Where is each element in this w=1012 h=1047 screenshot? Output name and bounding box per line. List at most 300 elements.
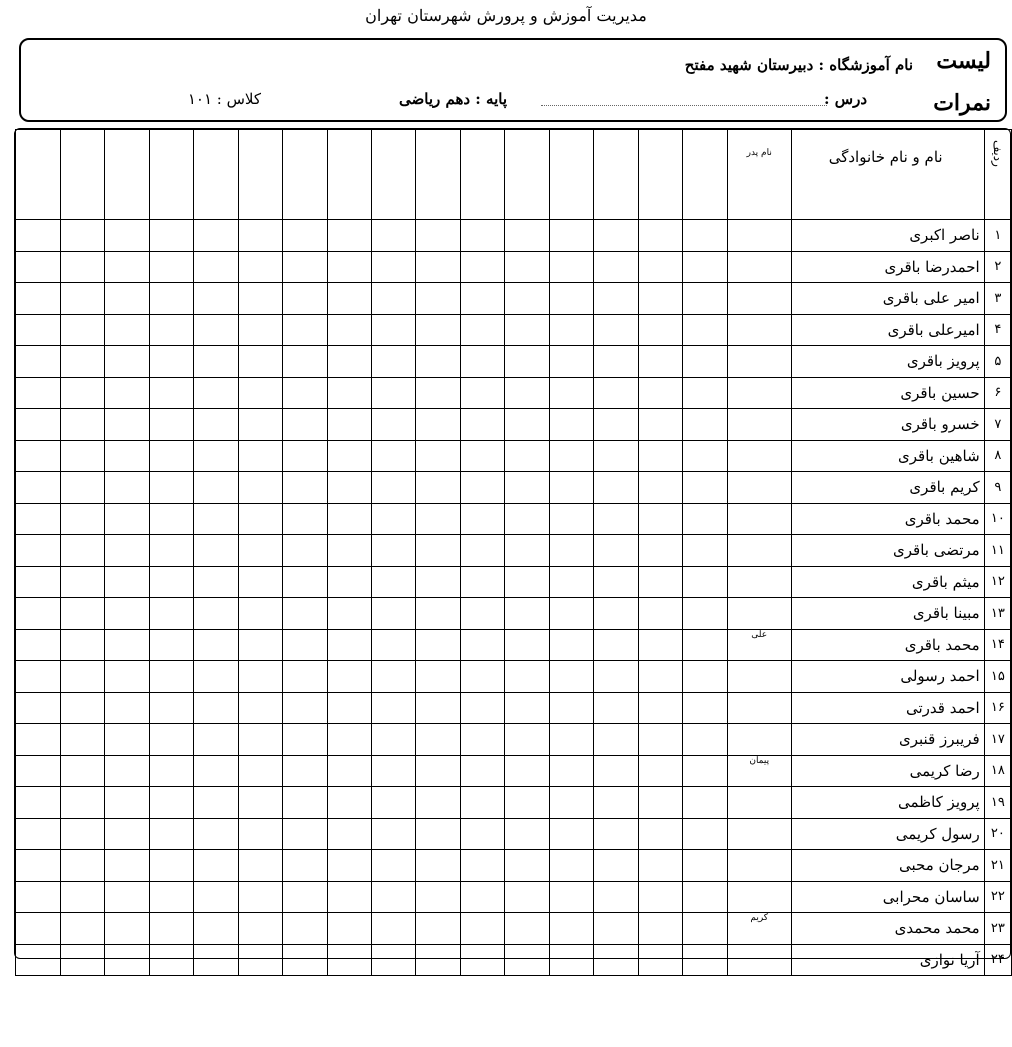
grade-cell[interactable]	[549, 850, 593, 882]
grade-cell[interactable]	[105, 566, 149, 598]
grade-cell[interactable]	[327, 787, 371, 819]
grade-cell[interactable]	[238, 755, 282, 787]
lesson-field[interactable]	[541, 105, 827, 106]
grade-cell[interactable]	[327, 251, 371, 283]
grade-cell[interactable]	[372, 314, 416, 346]
grade-cell[interactable]	[549, 881, 593, 913]
grade-cell[interactable]	[505, 346, 549, 378]
grade-cell[interactable]	[416, 755, 460, 787]
grade-cell[interactable]	[683, 314, 727, 346]
grade-cell[interactable]	[416, 251, 460, 283]
grade-cell[interactable]	[505, 944, 549, 976]
grade-cell[interactable]	[327, 724, 371, 756]
grade-cell[interactable]	[683, 377, 727, 409]
grade-cell[interactable]	[60, 850, 104, 882]
grade-cell[interactable]	[505, 566, 549, 598]
grade-cell[interactable]	[683, 944, 727, 976]
grade-cell[interactable]	[505, 787, 549, 819]
grade-cell[interactable]	[238, 220, 282, 252]
grade-cell[interactable]	[638, 503, 682, 535]
grade-cell[interactable]	[549, 314, 593, 346]
grade-cell[interactable]	[505, 629, 549, 661]
grade-cell[interactable]	[460, 598, 504, 630]
grade-cell[interactable]	[460, 472, 504, 504]
grade-cell[interactable]	[505, 472, 549, 504]
grade-cell[interactable]	[149, 440, 193, 472]
grade-cell[interactable]	[16, 787, 61, 819]
grade-cell[interactable]	[16, 220, 61, 252]
grade-cell[interactable]	[327, 535, 371, 567]
grade-cell[interactable]	[638, 220, 682, 252]
grade-cell[interactable]	[683, 220, 727, 252]
grade-cell[interactable]	[149, 850, 193, 882]
grade-cell[interactable]	[194, 661, 238, 693]
grade-cell[interactable]	[683, 724, 727, 756]
grade-cell[interactable]	[372, 220, 416, 252]
grade-cell[interactable]	[60, 818, 104, 850]
grade-cell[interactable]	[683, 661, 727, 693]
grade-cell[interactable]	[416, 913, 460, 945]
grade-cell[interactable]	[460, 629, 504, 661]
grade-cell[interactable]	[594, 944, 638, 976]
grade-cell[interactable]	[238, 409, 282, 441]
grade-cell[interactable]	[149, 787, 193, 819]
grade-cell[interactable]	[105, 598, 149, 630]
grade-cell[interactable]	[327, 346, 371, 378]
grade-cell[interactable]	[549, 409, 593, 441]
grade-cell[interactable]	[149, 535, 193, 567]
grade-cell[interactable]	[460, 881, 504, 913]
grade-cell[interactable]	[16, 503, 61, 535]
grade-cell[interactable]	[549, 377, 593, 409]
grade-cell[interactable]	[194, 755, 238, 787]
grade-cell[interactable]	[416, 818, 460, 850]
grade-cell[interactable]	[149, 755, 193, 787]
grade-cell[interactable]	[460, 251, 504, 283]
grade-cell[interactable]	[327, 503, 371, 535]
grade-cell[interactable]	[194, 881, 238, 913]
grade-cell[interactable]	[683, 598, 727, 630]
grade-cell[interactable]	[505, 283, 549, 315]
grade-cell[interactable]	[683, 818, 727, 850]
grade-cell[interactable]	[460, 818, 504, 850]
grade-cell[interactable]	[460, 787, 504, 819]
grade-cell[interactable]	[505, 692, 549, 724]
grade-cell[interactable]	[683, 283, 727, 315]
grade-cell[interactable]	[416, 787, 460, 819]
grade-cell[interactable]	[683, 472, 727, 504]
grade-cell[interactable]	[683, 787, 727, 819]
grade-cell[interactable]	[149, 881, 193, 913]
grade-cell[interactable]	[505, 913, 549, 945]
grade-cell[interactable]	[149, 251, 193, 283]
grade-cell[interactable]	[594, 503, 638, 535]
grade-cell[interactable]	[60, 881, 104, 913]
grade-cell[interactable]	[505, 377, 549, 409]
grade-cell[interactable]	[549, 818, 593, 850]
grade-cell[interactable]	[594, 314, 638, 346]
grade-cell[interactable]	[238, 440, 282, 472]
grade-cell[interactable]	[638, 661, 682, 693]
grade-cell[interactable]	[16, 913, 61, 945]
grade-cell[interactable]	[327, 881, 371, 913]
grade-cell[interactable]	[683, 692, 727, 724]
grade-cell[interactable]	[194, 440, 238, 472]
grade-cell[interactable]	[238, 724, 282, 756]
grade-cell[interactable]	[149, 566, 193, 598]
grade-cell[interactable]	[594, 251, 638, 283]
grade-cell[interactable]	[194, 944, 238, 976]
grade-cell[interactable]	[372, 440, 416, 472]
grade-cell[interactable]	[238, 629, 282, 661]
grade-cell[interactable]	[327, 440, 371, 472]
grade-cell[interactable]	[505, 251, 549, 283]
grade-cell[interactable]	[549, 440, 593, 472]
grade-cell[interactable]	[683, 440, 727, 472]
grade-cell[interactable]	[327, 472, 371, 504]
grade-cell[interactable]	[460, 755, 504, 787]
grade-cell[interactable]	[16, 818, 61, 850]
grade-cell[interactable]	[238, 283, 282, 315]
grade-cell[interactable]	[149, 283, 193, 315]
grade-cell[interactable]	[105, 850, 149, 882]
grade-cell[interactable]	[372, 724, 416, 756]
grade-cell[interactable]	[683, 850, 727, 882]
grade-cell[interactable]	[16, 566, 61, 598]
grade-cell[interactable]	[372, 881, 416, 913]
grade-cell[interactable]	[683, 755, 727, 787]
grade-cell[interactable]	[105, 661, 149, 693]
grade-cell[interactable]	[194, 850, 238, 882]
grade-cell[interactable]	[594, 629, 638, 661]
grade-cell[interactable]	[327, 409, 371, 441]
grade-cell[interactable]	[372, 566, 416, 598]
grade-cell[interactable]	[683, 881, 727, 913]
grade-cell[interactable]	[105, 755, 149, 787]
grade-cell[interactable]	[238, 913, 282, 945]
grade-cell[interactable]	[372, 944, 416, 976]
grade-cell[interactable]	[416, 661, 460, 693]
grade-cell[interactable]	[460, 724, 504, 756]
grade-cell[interactable]	[505, 724, 549, 756]
grade-cell[interactable]	[60, 661, 104, 693]
grade-cell[interactable]	[638, 944, 682, 976]
grade-cell[interactable]	[283, 787, 327, 819]
grade-cell[interactable]	[594, 755, 638, 787]
grade-cell[interactable]	[60, 251, 104, 283]
grade-cell[interactable]	[149, 818, 193, 850]
grade-cell[interactable]	[283, 881, 327, 913]
grade-cell[interactable]	[60, 346, 104, 378]
grade-cell[interactable]	[238, 566, 282, 598]
grade-cell[interactable]	[505, 598, 549, 630]
grade-cell[interactable]	[327, 629, 371, 661]
grade-cell[interactable]	[505, 440, 549, 472]
grade-cell[interactable]	[327, 850, 371, 882]
grade-cell[interactable]	[283, 283, 327, 315]
grade-cell[interactable]	[327, 913, 371, 945]
grade-cell[interactable]	[638, 724, 682, 756]
grade-cell[interactable]	[683, 629, 727, 661]
grade-cell[interactable]	[283, 220, 327, 252]
grade-cell[interactable]	[505, 220, 549, 252]
grade-cell[interactable]	[416, 598, 460, 630]
grade-cell[interactable]	[283, 724, 327, 756]
grade-cell[interactable]	[549, 503, 593, 535]
grade-cell[interactable]	[16, 283, 61, 315]
grade-cell[interactable]	[194, 692, 238, 724]
grade-cell[interactable]	[60, 629, 104, 661]
grade-cell[interactable]	[594, 881, 638, 913]
grade-cell[interactable]	[505, 409, 549, 441]
grade-cell[interactable]	[105, 818, 149, 850]
grade-cell[interactable]	[238, 472, 282, 504]
grade-cell[interactable]	[416, 503, 460, 535]
grade-cell[interactable]	[549, 251, 593, 283]
grade-cell[interactable]	[638, 881, 682, 913]
grade-cell[interactable]	[238, 346, 282, 378]
grade-cell[interactable]	[149, 472, 193, 504]
grade-cell[interactable]	[327, 220, 371, 252]
grade-cell[interactable]	[638, 818, 682, 850]
grade-cell[interactable]	[60, 535, 104, 567]
grade-cell[interactable]	[460, 346, 504, 378]
grade-cell[interactable]	[683, 346, 727, 378]
grade-cell[interactable]	[416, 440, 460, 472]
grade-cell[interactable]	[505, 535, 549, 567]
grade-cell[interactable]	[460, 409, 504, 441]
grade-cell[interactable]	[238, 944, 282, 976]
grade-cell[interactable]	[238, 535, 282, 567]
grade-cell[interactable]	[105, 472, 149, 504]
grade-cell[interactable]	[60, 314, 104, 346]
grade-cell[interactable]	[594, 850, 638, 882]
grade-cell[interactable]	[416, 314, 460, 346]
grade-cell[interactable]	[16, 440, 61, 472]
grade-cell[interactable]	[505, 755, 549, 787]
grade-cell[interactable]	[283, 661, 327, 693]
grade-cell[interactable]	[16, 881, 61, 913]
grade-cell[interactable]	[283, 913, 327, 945]
grade-cell[interactable]	[60, 566, 104, 598]
grade-cell[interactable]	[505, 661, 549, 693]
grade-cell[interactable]	[416, 535, 460, 567]
grade-cell[interactable]	[638, 377, 682, 409]
grade-cell[interactable]	[327, 566, 371, 598]
grade-cell[interactable]	[149, 346, 193, 378]
grade-cell[interactable]	[283, 755, 327, 787]
grade-cell[interactable]	[416, 409, 460, 441]
grade-cell[interactable]	[283, 566, 327, 598]
grade-cell[interactable]	[549, 692, 593, 724]
grade-cell[interactable]	[60, 440, 104, 472]
grade-cell[interactable]	[238, 661, 282, 693]
grade-cell[interactable]	[16, 472, 61, 504]
grade-cell[interactable]	[149, 409, 193, 441]
grade-cell[interactable]	[638, 314, 682, 346]
grade-cell[interactable]	[594, 818, 638, 850]
grade-cell[interactable]	[372, 472, 416, 504]
grade-cell[interactable]	[105, 314, 149, 346]
grade-cell[interactable]	[594, 283, 638, 315]
grade-cell[interactable]	[283, 850, 327, 882]
grade-cell[interactable]	[105, 220, 149, 252]
grade-cell[interactable]	[149, 598, 193, 630]
grade-cell[interactable]	[149, 503, 193, 535]
grade-cell[interactable]	[594, 566, 638, 598]
grade-cell[interactable]	[549, 724, 593, 756]
grade-cell[interactable]	[16, 377, 61, 409]
grade-cell[interactable]	[16, 346, 61, 378]
grade-cell[interactable]	[594, 724, 638, 756]
grade-cell[interactable]	[16, 629, 61, 661]
grade-cell[interactable]	[549, 944, 593, 976]
grade-cell[interactable]	[149, 661, 193, 693]
grade-cell[interactable]	[638, 409, 682, 441]
grade-cell[interactable]	[194, 535, 238, 567]
grade-cell[interactable]	[416, 566, 460, 598]
grade-cell[interactable]	[549, 787, 593, 819]
grade-cell[interactable]	[105, 944, 149, 976]
grade-cell[interactable]	[372, 377, 416, 409]
grade-cell[interactable]	[60, 409, 104, 441]
grade-cell[interactable]	[372, 692, 416, 724]
grade-cell[interactable]	[60, 787, 104, 819]
grade-cell[interactable]	[327, 283, 371, 315]
grade-cell[interactable]	[194, 314, 238, 346]
grade-cell[interactable]	[238, 251, 282, 283]
grade-cell[interactable]	[416, 944, 460, 976]
grade-cell[interactable]	[416, 472, 460, 504]
grade-cell[interactable]	[283, 472, 327, 504]
grade-cell[interactable]	[105, 377, 149, 409]
grade-cell[interactable]	[549, 566, 593, 598]
grade-cell[interactable]	[149, 220, 193, 252]
grade-cell[interactable]	[16, 850, 61, 882]
grade-cell[interactable]	[460, 440, 504, 472]
grade-cell[interactable]	[194, 566, 238, 598]
grade-cell[interactable]	[549, 629, 593, 661]
grade-cell[interactable]	[372, 283, 416, 315]
grade-cell[interactable]	[194, 913, 238, 945]
grade-cell[interactable]	[105, 440, 149, 472]
grade-cell[interactable]	[327, 377, 371, 409]
grade-cell[interactable]	[149, 314, 193, 346]
grade-cell[interactable]	[283, 346, 327, 378]
grade-cell[interactable]	[372, 629, 416, 661]
grade-cell[interactable]	[327, 314, 371, 346]
grade-cell[interactable]	[194, 220, 238, 252]
grade-cell[interactable]	[549, 598, 593, 630]
grade-cell[interactable]	[638, 535, 682, 567]
grade-cell[interactable]	[549, 535, 593, 567]
grade-cell[interactable]	[638, 346, 682, 378]
grade-cell[interactable]	[683, 409, 727, 441]
grade-cell[interactable]	[594, 440, 638, 472]
grade-cell[interactable]	[638, 440, 682, 472]
grade-cell[interactable]	[549, 283, 593, 315]
grade-cell[interactable]	[238, 598, 282, 630]
grade-cell[interactable]	[16, 251, 61, 283]
grade-cell[interactable]	[594, 472, 638, 504]
grade-cell[interactable]	[327, 661, 371, 693]
grade-cell[interactable]	[283, 598, 327, 630]
grade-cell[interactable]	[460, 850, 504, 882]
grade-cell[interactable]	[460, 661, 504, 693]
grade-cell[interactable]	[638, 913, 682, 945]
grade-cell[interactable]	[638, 850, 682, 882]
grade-cell[interactable]	[149, 629, 193, 661]
grade-cell[interactable]	[505, 881, 549, 913]
grade-cell[interactable]	[638, 787, 682, 819]
grade-cell[interactable]	[594, 661, 638, 693]
grade-cell[interactable]	[594, 535, 638, 567]
grade-cell[interactable]	[149, 944, 193, 976]
grade-cell[interactable]	[149, 692, 193, 724]
grade-cell[interactable]	[16, 409, 61, 441]
grade-cell[interactable]	[60, 755, 104, 787]
grade-cell[interactable]	[194, 346, 238, 378]
grade-cell[interactable]	[460, 913, 504, 945]
grade-cell[interactable]	[683, 535, 727, 567]
grade-cell[interactable]	[638, 692, 682, 724]
grade-cell[interactable]	[16, 692, 61, 724]
grade-cell[interactable]	[416, 220, 460, 252]
grade-cell[interactable]	[105, 535, 149, 567]
grade-cell[interactable]	[60, 283, 104, 315]
grade-cell[interactable]	[638, 283, 682, 315]
grade-cell[interactable]	[372, 503, 416, 535]
grade-cell[interactable]	[149, 913, 193, 945]
grade-cell[interactable]	[105, 787, 149, 819]
grade-cell[interactable]	[372, 346, 416, 378]
grade-cell[interactable]	[416, 692, 460, 724]
grade-cell[interactable]	[594, 692, 638, 724]
grade-cell[interactable]	[460, 314, 504, 346]
grade-cell[interactable]	[594, 913, 638, 945]
grade-cell[interactable]	[16, 661, 61, 693]
grade-cell[interactable]	[594, 409, 638, 441]
grade-cell[interactable]	[283, 818, 327, 850]
grade-cell[interactable]	[416, 377, 460, 409]
grade-cell[interactable]	[105, 692, 149, 724]
grade-cell[interactable]	[60, 944, 104, 976]
grade-cell[interactable]	[683, 913, 727, 945]
grade-cell[interactable]	[283, 314, 327, 346]
grade-cell[interactable]	[60, 503, 104, 535]
grade-cell[interactable]	[505, 818, 549, 850]
grade-cell[interactable]	[60, 724, 104, 756]
grade-cell[interactable]	[327, 755, 371, 787]
grade-cell[interactable]	[16, 944, 61, 976]
grade-cell[interactable]	[372, 755, 416, 787]
grade-cell[interactable]	[194, 503, 238, 535]
grade-cell[interactable]	[327, 818, 371, 850]
grade-cell[interactable]	[283, 251, 327, 283]
grade-cell[interactable]	[594, 787, 638, 819]
grade-cell[interactable]	[372, 598, 416, 630]
grade-cell[interactable]	[327, 944, 371, 976]
grade-cell[interactable]	[60, 220, 104, 252]
grade-cell[interactable]	[16, 724, 61, 756]
grade-cell[interactable]	[283, 503, 327, 535]
grade-cell[interactable]	[549, 220, 593, 252]
grade-cell[interactable]	[238, 881, 282, 913]
grade-cell[interactable]	[327, 598, 371, 630]
grade-cell[interactable]	[416, 629, 460, 661]
grade-cell[interactable]	[105, 913, 149, 945]
grade-cell[interactable]	[505, 850, 549, 882]
